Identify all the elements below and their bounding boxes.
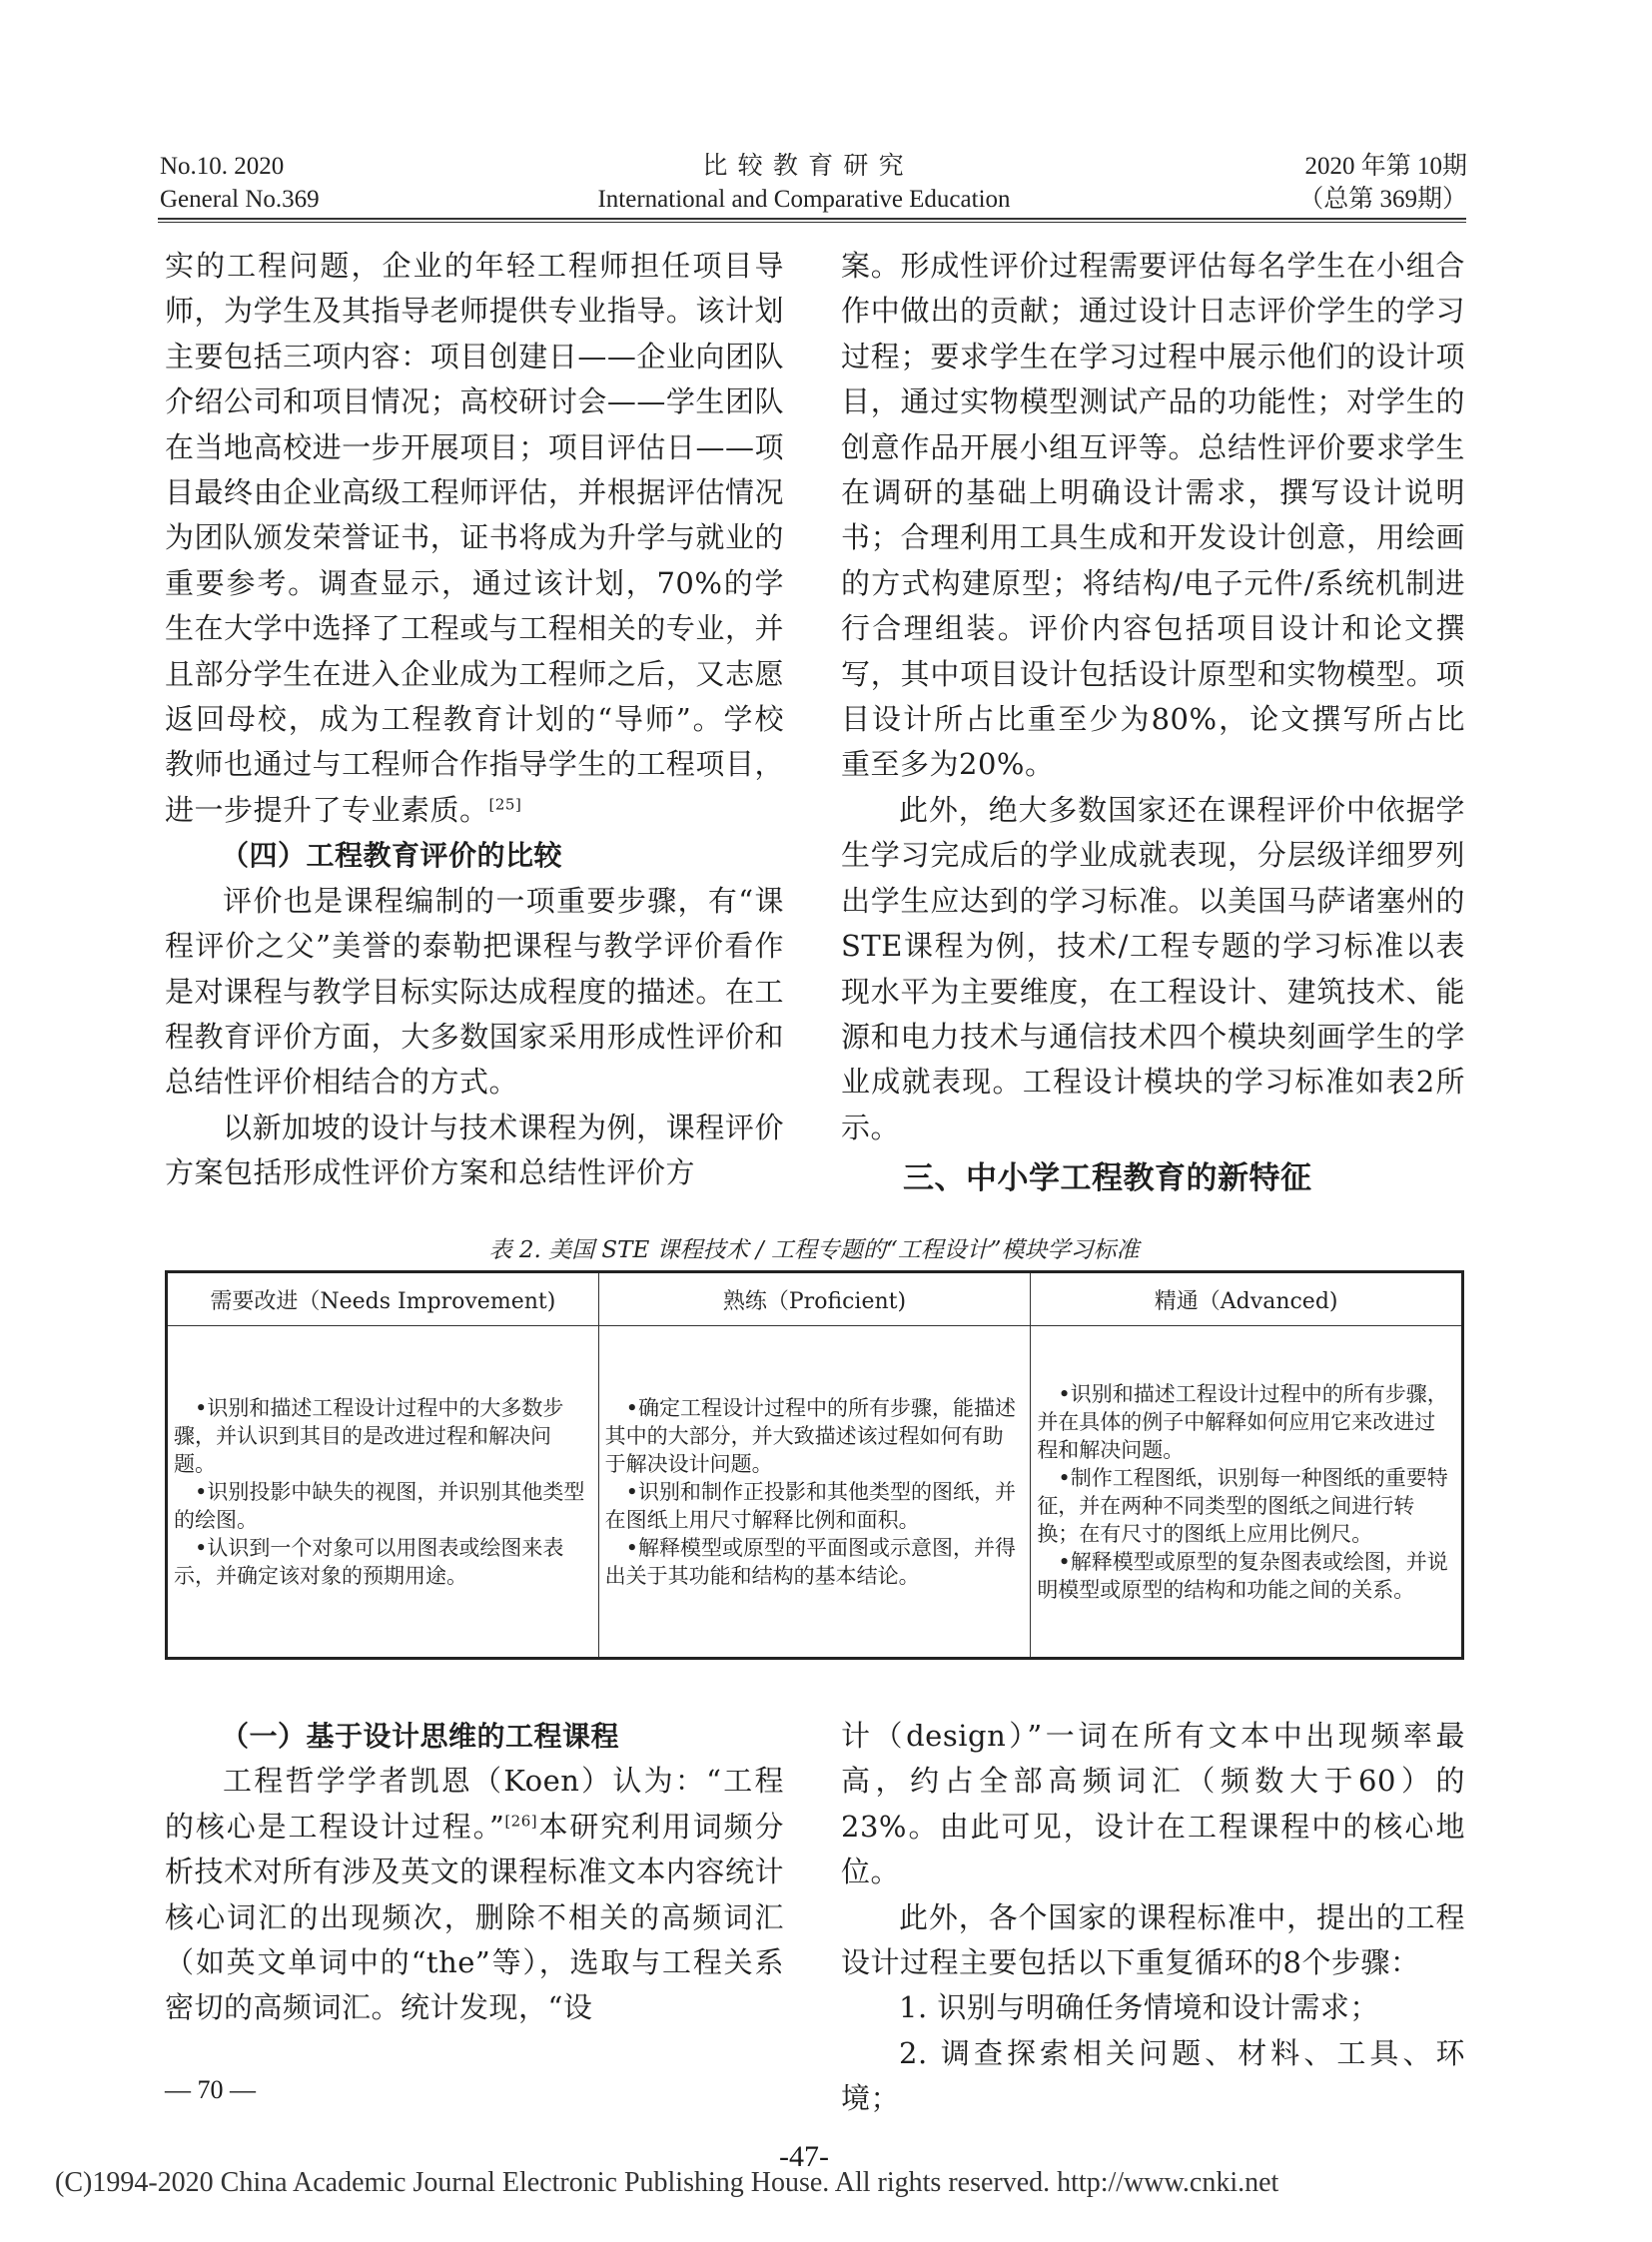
- section-heading: 三、中小学工程教育的新特征: [903, 1160, 1312, 1197]
- paragraph: [165, 244, 784, 833]
- table-header-cell: 精通（Advanced): [1031, 1272, 1463, 1326]
- paragraph: 评价也是课程编制的一项重要步骤，有“课程评价之父”美誉的泰勒把课程与教学评价看作是对课程与教学目标实际达成程度的描述。在工程教育评价方面，大多数国家采用形成性评价和总结性评价相结合的方式。: [165, 883, 784, 1100]
- criterion: •识别和制作正投影和其他类型的图纸，并在图纸上用尺寸解释比例和面积。: [604, 1479, 1017, 1532]
- paragraph-text: 实的工程问题，企业的年轻工程师担任项目导师，为学生及其指导老师提供专业指导。该计划主要包括三项内容：项目创建日——企业向团队介绍公司和项目情况；高校研讨会——学生团队在当地高校进一步开展项目；项目评估日——项目最终由企业高级工程师评估，并根据评估情况为团队颁发荣誉证书，证书将成为升学与就业的重要参考。调查显示，通过该计划，70%的学生在大学中选择了工程或与工程相关的专业，并且部分学生在进入企业成为工程师之后，又志愿返回母校，成为工程教育计划的“导师”。学校教师也通过与工程师合作指导学生的工程项目，进一步提升了专业素质。: [165, 249, 784, 827]
- list-item: 2. 调查探索相关问题、材料、工具、环境；: [841, 2035, 1465, 2116]
- issue-number: No.10. 2020: [160, 153, 285, 180]
- journal-title: [499, 150, 1109, 216]
- criterion: •解释模型或原型的平面图或示意图，并得出关于其功能和结构的基本结论。: [604, 1535, 1017, 1588]
- paragraph: 计（design）”一词在所有文本中出现频率最高，约占全部高频词汇（频数大于60）的23%。由此可见，设计在工程课程中的核心地位。: [841, 1719, 1465, 1889]
- paragraph: [165, 1759, 784, 2030]
- paragraph-text: 本研究利用词频分析技术对所有涉及英文的课程标准文本内容统计核心词汇的出现频次，删除不相关的高频词汇（如英文单词中的“the”等），选取与工程关系密切的高频词汇。统计发现，“设: [165, 1809, 784, 2025]
- right-column-lower: [841, 1714, 1465, 2122]
- list-item: 1. 识别与明确任务情境和设计需求；: [899, 1990, 1379, 2025]
- journal-issue-left: [160, 150, 320, 216]
- paragraph: 此外，各个国家的课程标准中，提出的工程设计过程主要包括以下重复循环的8个步骤：: [841, 1899, 1465, 1980]
- journal-title-en: International and Comparative Education: [597, 186, 1011, 213]
- copyright-footer: (C)1994-2020 China Academic Journal Electronic Publishing House. All rights reserved. http://www.cnki.net: [55, 2167, 1279, 2198]
- criterion: •识别和描述工程设计过程中的大多数步骤，并认识到其目的是改进过程和解决问题。: [174, 1395, 564, 1476]
- table-cell-needs-improvement: [167, 1326, 599, 1659]
- citation-ref: [26]: [504, 1812, 538, 1831]
- criterion: •认识到一个对象可以用图表或绘图来表示，并确定该对象的预期用途。: [174, 1535, 564, 1588]
- subsection-heading: （四）工程教育评价的比较: [221, 839, 563, 873]
- table-header-cell: 熟练（Proficient): [598, 1272, 1031, 1326]
- footer-page-number: -47-: [779, 2140, 829, 2173]
- criterion: •识别投影中缺失的视图，并识别其他类型的绘图。: [174, 1479, 585, 1532]
- table-header-cell: 需要改进（Needs Improvement): [167, 1272, 599, 1326]
- standards-table: [165, 1270, 1464, 1660]
- criterion: •制作工程图纸，识别每一种图纸的重要特征，并在两种不同类型的图纸之间进行转换；在有尺寸的图纸上应用比例尺。: [1037, 1465, 1448, 1546]
- criterion: •识别和描述工程设计过程中的所有步骤，并在具体的例子中解释如何应用它来改进过程和解决问题。: [1037, 1381, 1448, 1462]
- table-cell-advanced: [1031, 1326, 1463, 1659]
- header-rule-top: [158, 218, 1466, 220]
- paragraph: 案。形成性评价过程需要评估每名学生在小组合作中做出的贡献；通过设计日志评价学生的学习过程；要求学生在学习过程中展示他们的设计项目，通过实物模型测试产品的功能性；对学生的创意作品开展小组互评等。总结性评价要求学生在调研的基础上明确设计需求，撰写设计说明书；合理利用工具生成和开发设计创意，用绘画的方式构建原型；将结构/电子元件/系统机制进行合理组装。评价内容包括项目设计和论文撰写，其中项目设计包括设计原型和实物模型。项目设计所占比重至少为80%，论文撰写所占比重至多为20%。: [841, 249, 1465, 782]
- subsection-heading: （一）基于设计思维的工程课程: [221, 1720, 620, 1753]
- paragraph: 此外，绝大多数国家还在课程评价中依据学生学习完成后的学业成就表现，分层级详细罗列出学生应达到的学习标准。以美国马萨诸塞州的STE课程为例，技术/工程专题的学习标准以表现水平为主要维度，在工程设计、建筑技术、能源和电力技术与通信技术四个模块刻画学生的学业成就表现。工程设计模块的学习标准如表2所示。: [841, 792, 1465, 1144]
- issue-total-cn: （总第 369期）: [1298, 186, 1467, 213]
- citation-ref: [25]: [488, 795, 522, 814]
- left-column-lower: [165, 1714, 784, 2031]
- header-rule-bottom: [158, 222, 1466, 223]
- table-cell-proficient: [598, 1326, 1031, 1659]
- general-number: General No.369: [160, 186, 320, 213]
- page-number: — 70 —: [165, 2075, 256, 2104]
- table-row: [167, 1326, 1463, 1659]
- table-header-row: [167, 1272, 1463, 1326]
- issue-year-cn: 2020 年第 10期: [1304, 153, 1467, 180]
- journal-title-cn: 比 较 教 育 研 究: [702, 153, 906, 180]
- criterion: •确定工程设计过程中的所有步骤，能描述其中的大部分，并大致描述该过程如何有助于解决设计问题。: [604, 1395, 1017, 1476]
- table-caption: 表 2. 美国 STE 课程技术 / 工程专题的“工程设计”模块学习标准: [488, 1237, 1140, 1263]
- paragraph-text: 工程哲学学者凯恩（Koen）认为：“工程的核心是工程设计过程。”: [165, 1764, 784, 1844]
- journal-issue-right: [1298, 150, 1467, 216]
- criterion: •解释模型或原型的复杂图表或绘图，并说明模型或原型的结构和功能之间的关系。: [1037, 1549, 1448, 1602]
- left-column-upper: [165, 244, 784, 1196]
- paragraph: 以新加坡的设计与技术课程为例，课程评价方案包括形成性评价方案和总结性评价方: [165, 1110, 784, 1190]
- right-column-upper: [841, 244, 1465, 1202]
